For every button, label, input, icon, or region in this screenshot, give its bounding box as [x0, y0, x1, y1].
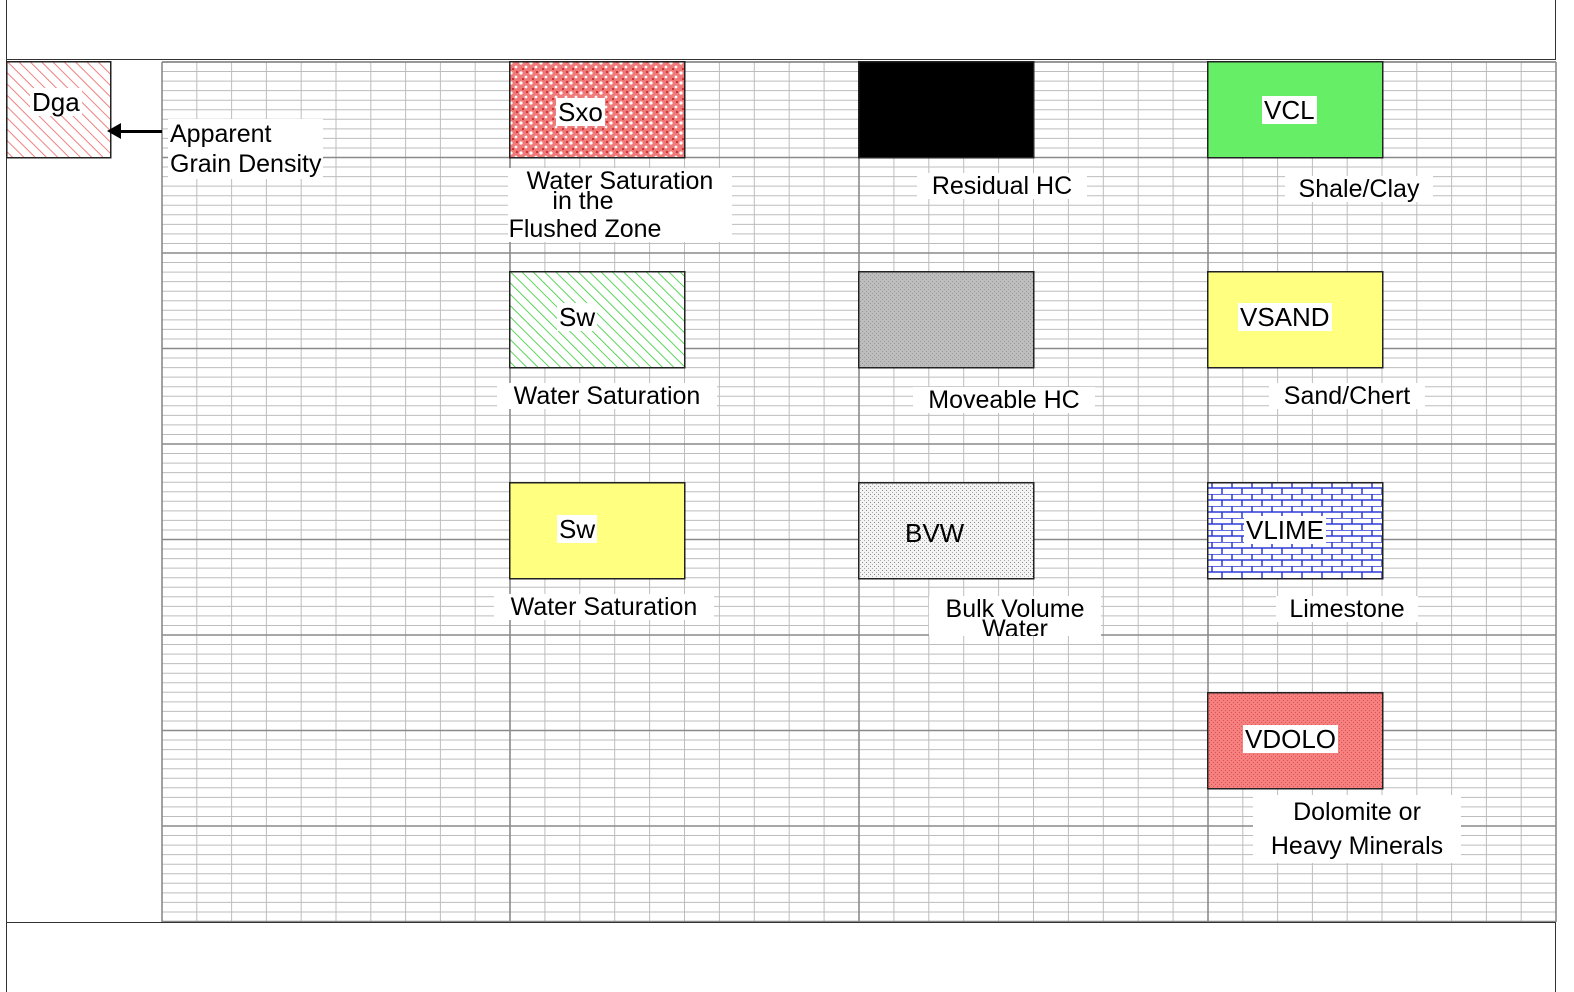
vdolo-code: VDOLO — [1245, 724, 1337, 754]
residual-hc-caption-line-1: Residual HC — [931, 172, 1073, 200]
sxo-caption-line-2: in the — [552, 187, 614, 215]
bvw-caption-line-2: Water — [982, 616, 1048, 636]
vdolo-caption — [1253, 795, 1461, 863]
sw-hatch-caption — [497, 383, 717, 409]
vcl-caption — [1285, 176, 1433, 202]
vdolo-caption-line-1: Dolomite or — [1293, 798, 1421, 826]
sw-hatch-swatch — [509, 271, 686, 369]
sw-hatch-code: Sw — [559, 302, 596, 332]
arrow-line — [118, 130, 162, 133]
sxo-caption — [508, 168, 732, 242]
dga-caption-line-1: Apparent — [170, 120, 272, 148]
moveable-hc-caption-line-1: Moveable HC — [928, 386, 1080, 414]
left-arrow-icon — [107, 123, 121, 139]
residual-hc-swatch — [858, 61, 1035, 159]
vsand-caption-line-1: Sand/Chert — [1283, 382, 1411, 410]
bvw-code: BVW — [905, 518, 965, 548]
dga-caption — [168, 119, 323, 179]
sxo-caption-line-3: Flushed Zone — [508, 215, 662, 243]
sxo-code: Sxo — [558, 97, 603, 127]
vcl-code: VCL — [1264, 95, 1315, 125]
sw-solid-swatch — [509, 482, 686, 580]
footer-frame — [6, 922, 1556, 992]
left-frame — [6, 60, 7, 924]
sxo-caption-line-1: Water Saturation — [526, 167, 714, 195]
bvw-caption-line-1: Bulk Volume — [945, 595, 1085, 623]
sw-solid-caption — [494, 594, 714, 620]
vsand-code: VSAND — [1240, 302, 1330, 332]
vcl-caption-line-1: Shale/Clay — [1298, 175, 1420, 203]
moveable-hc-caption — [913, 387, 1095, 413]
dga-caption-line-2: Grain Density — [170, 150, 322, 178]
bvw-caption — [929, 596, 1101, 636]
vsand-caption — [1269, 383, 1425, 409]
moveable-hc-swatch — [858, 271, 1035, 369]
vlime-caption — [1276, 596, 1418, 622]
vlime-code: VLIME — [1246, 515, 1325, 545]
dga-code: Dga — [32, 87, 80, 117]
vlime-caption-line-1: Limestone — [1289, 595, 1405, 623]
vdolo-caption-line-2: Heavy Minerals — [1270, 832, 1444, 860]
residual-hc-caption — [917, 173, 1087, 199]
sw-solid-caption-line-1: Water Saturation — [510, 593, 698, 621]
sw-hatch-caption-line-1: Water Saturation — [513, 382, 701, 410]
header-frame — [6, 0, 1556, 60]
sw-solid-code: Sw — [559, 514, 596, 544]
